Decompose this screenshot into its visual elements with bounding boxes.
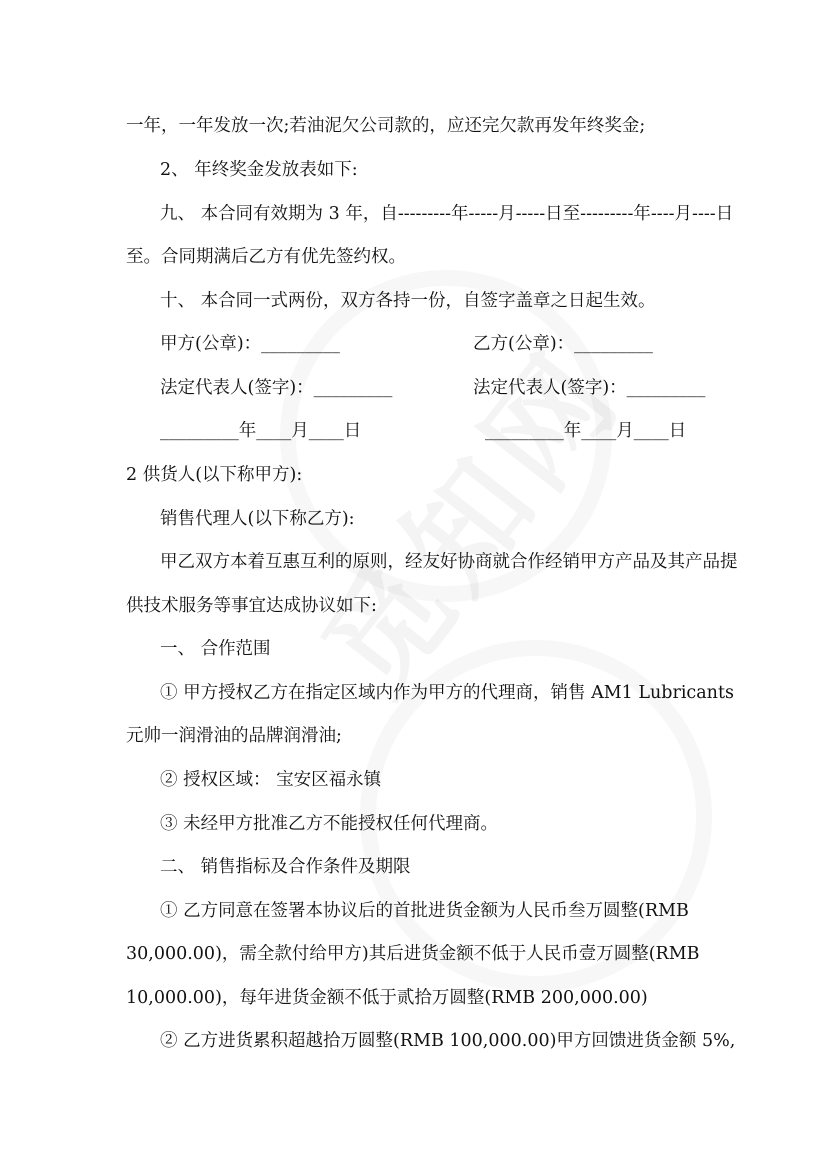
text-line: 10,000.00)，每年进货金额不低于贰拾万圆整(RMB 200,000.00) — [126, 988, 648, 1008]
text-line: 元帅一润滑油的品牌润滑油; — [126, 726, 342, 746]
text-line: 一年，一年发放一次;若油泥欠公司款的，应还完欠款再发年终奖金; — [126, 116, 646, 136]
party-a-date: _________年____月____日 — [160, 421, 362, 441]
text-line: 至。合同期满后乙方有优先签约权。 — [126, 247, 406, 267]
text-line: 2、 年终奖金发放表如下: — [160, 160, 358, 180]
text-line: 十、 本合同一式两份，双方各持一份，自签字盖章之日起生效。 — [160, 291, 656, 311]
text-line: 九、 本合同有效期为 3 年，自---------年-----月-----日至---------年----月----日 — [160, 204, 734, 224]
party-a-representative: 法定代表人(签字)：_________ — [160, 378, 393, 398]
section-heading: 2 供货人(以下称甲方): — [126, 465, 303, 485]
clause-heading: 一、 合作范围 — [160, 639, 271, 659]
text-line: 30,000.00)，需全款付给甲方)其后进货金额不低于人民币壹万圆整(RMB — [126, 944, 700, 964]
party-b-seal: 乙方(公章)：_________ — [473, 334, 653, 354]
text-line: ③ 未经甲方批准乙方不能授权任何代理商。 — [160, 814, 499, 834]
text-line: 供技术服务等事宜达成协议如下: — [126, 596, 377, 616]
text-line: 甲乙双方本着互惠互利的原则，经友好协商就合作经销甲方产品及其产品提 — [160, 552, 738, 572]
party-b-representative: 法定代表人(签字)：_________ — [473, 378, 706, 398]
party-a-seal: 甲方(公章)：_________ — [160, 334, 340, 354]
clause-heading: 二、 销售指标及合作条件及期限 — [160, 857, 411, 877]
text-line: ① 乙方同意在签署本协议后的首批进货金额为人民币叁万圆整(RMB — [160, 901, 689, 921]
text-line: ② 授权区域： 宝安区福永镇 — [160, 770, 382, 790]
text-line: ① 甲方授权乙方在指定区域内作为甲方的代理商，销售 AM1 Lubricants — [160, 683, 734, 703]
text-line: 销售代理人(以下称乙方): — [160, 509, 355, 529]
text-line: ② 乙方进货累积超越拾万圆整(RMB 100,000.00)甲方回馈进货金额 5%, — [160, 1031, 736, 1051]
party-b-date: _________年____月____日 — [485, 421, 687, 441]
